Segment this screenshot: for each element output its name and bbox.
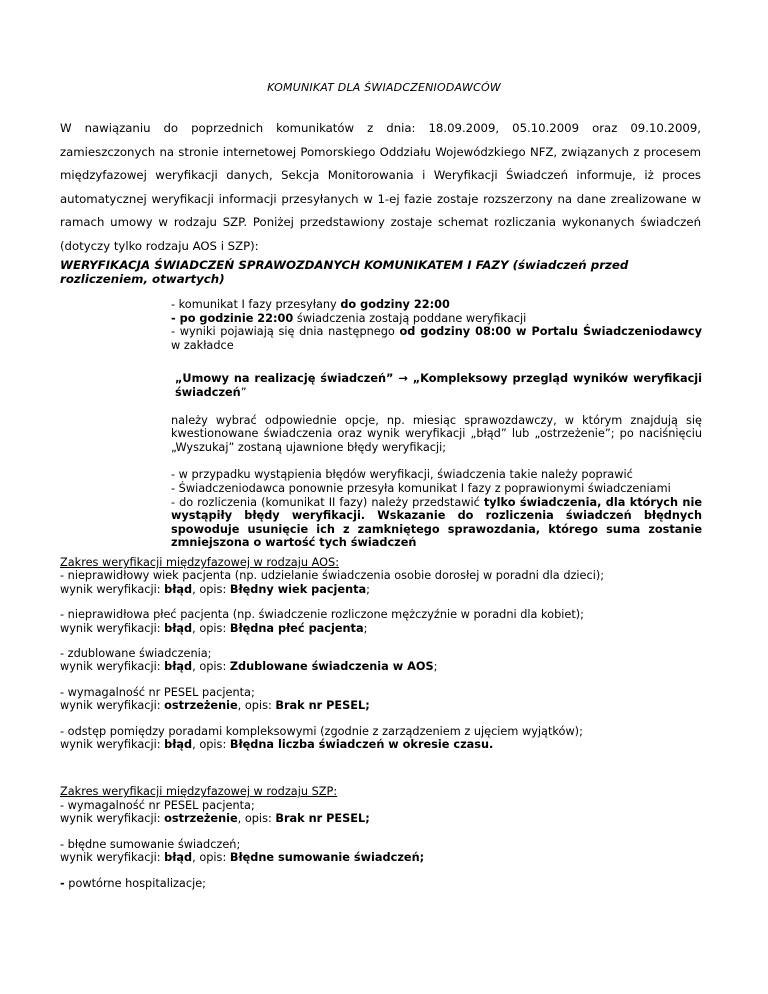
item-result: wynik weryfikacji: błąd, opis: Błędne sumowanie świadczeń; — [60, 851, 425, 865]
item-description: - nieprawidłowy wiek pacjenta (np. udzielanie świadczenia osobie dorosłej w poradni dla dzieci); — [60, 569, 605, 583]
verification-item — [60, 686, 740, 713]
fix-line-1: - w przypadku wystąpienia błędów weryfikacji, świadczenia takie należy poprawić — [171, 468, 633, 482]
intro-paragraph: W nawiązaniu do poprzednich komunikatów z dnia: 18.09.2009, 05.10.2009 oraz 09.10.2009, zamieszczonych na stronie internetowej Pomorskiego Oddziału Wojewódzkiego NFZ, związanych z procesem międzyfazowej weryfikacji danych, Sekcja Monitorowania i Weryfikacji Świadczeń informuje, iż proces automatycznej weryfikacji informacji przesyłanych w 1-ej fazie zostaje rozszerzony na dane zrealizowane w ramach umowy w rodzaju SZP. Poniżej przedstawiony zostaje schemat rozliczania wykonanych świadczeń (dotyczy tylko rodzaju AOS i SZP): — [60, 121, 701, 253]
document-title: KOMUNIKAT DLA ŚWIADCZENIODAWCÓW — [267, 81, 501, 94]
fix-line-3: - do rozliczenia (komunikat II fazy) należy przedstawić tylko świadczenia, dla których nie wystąpiły błędy weryfikacji. Wskazanie do rozliczenia świadczeń błędnych spowoduje usunięcie ich z zamkniętego sprawozdania, którego suma zostanie zmniejszona o wartość tych świadczeń — [171, 495, 702, 550]
aos-heading: Zakres weryfikacji międzyfazowej w rodzaju AOS: — [60, 556, 339, 569]
portal-menu-path: „Umowy na realizację świadczeń” → „Kompleksowy przegląd wyników weryfikacji świadczeń” — [175, 372, 703, 399]
item-description: - odstęp pomiędzy poradami kompleksowymi (zgodnie z zarządzeniem z ujęciem wyjątków); — [60, 724, 583, 738]
verification-item — [60, 647, 740, 674]
szp-heading: Zakres weryfikacji międzyfazowej w rodzaju SZP: — [60, 785, 338, 799]
szp-list — [60, 799, 740, 865]
item-description: - wymagalność nr PESEL pacjenta; — [60, 685, 255, 699]
select-options-text: należy wybrać odpowiednie opcje, np. miesiąc sprawozdawczy, w którym znajdują się kwestionowane świadczenia oraz wynik weryfikacji „błąd” lub „ostrzeżenie”; po naciśnięciu „Wyszukaj” zostaną ujawnione błędy weryfikacji; — [171, 413, 702, 454]
verification-item — [60, 838, 740, 865]
item-result: wynik weryfikacji: błąd, opis: Zdublowane świadczenia w AOS; — [60, 660, 438, 674]
item-description: - błędne sumowanie świadczeń; — [60, 837, 241, 851]
item-description: - zdublowane świadczenia; — [60, 647, 212, 661]
aos-list — [60, 569, 740, 751]
verification-ranges — [60, 556, 740, 890]
item-result: wynik weryfikacji: błąd, opis: Błędna płeć pacjenta; — [60, 621, 368, 635]
verification-item — [60, 799, 740, 826]
szp-last-item: - powtórne hospitalizacje; — [60, 876, 206, 890]
fix-line-2: - Świadczeniodawca ponownie przesyła komunikat I fazy z poprawionymi świadczeniami — [171, 481, 671, 495]
verification-item — [60, 725, 740, 752]
arrow-right-icon: → — [398, 372, 408, 386]
item-description: - nieprawidłowa płeć pacjenta (np. świadczenie rozliczone mężczyźnie w poradni dla kobiet); — [60, 608, 584, 622]
step-line-3: - wyniki pojawiają się dnia następnego od godziny 08:00 w Portalu Świadczeniodawcy w zakładce — [171, 325, 702, 352]
procedure-steps — [171, 298, 702, 562]
submission-block — [171, 298, 702, 352]
section-heading: WERYFIKACJA ŚWIADCZEŃ SPRAWOZDANYCH KOMUNIKATEM I FAZY (świadczeń przed rozliczeniem, otwartych) — [60, 258, 629, 286]
correction-block — [171, 468, 702, 550]
verification-item — [60, 569, 740, 596]
item-description: - wymagalność nr PESEL pacjenta; — [60, 798, 255, 812]
step-line-1: - komunikat I fazy przesyłany do godziny 22:00 — [171, 298, 450, 311]
verification-item — [60, 608, 740, 635]
item-result: wynik weryfikacji: błąd, opis: Błędny wiek pacjenta; — [60, 582, 370, 596]
step-line-2: - po godzinie 22:00 świadczenia zostają poddane weryfikacji — [171, 311, 527, 325]
item-result: wynik weryfikacji: ostrzeżenie, opis: Brak nr PESEL; — [60, 812, 370, 826]
item-result: wynik weryfikacji: błąd, opis: Błędna liczba świadczeń w okresie czasu. — [60, 738, 494, 752]
item-result: wynik weryfikacji: ostrzeżenie, opis: Brak nr PESEL; — [60, 699, 370, 713]
